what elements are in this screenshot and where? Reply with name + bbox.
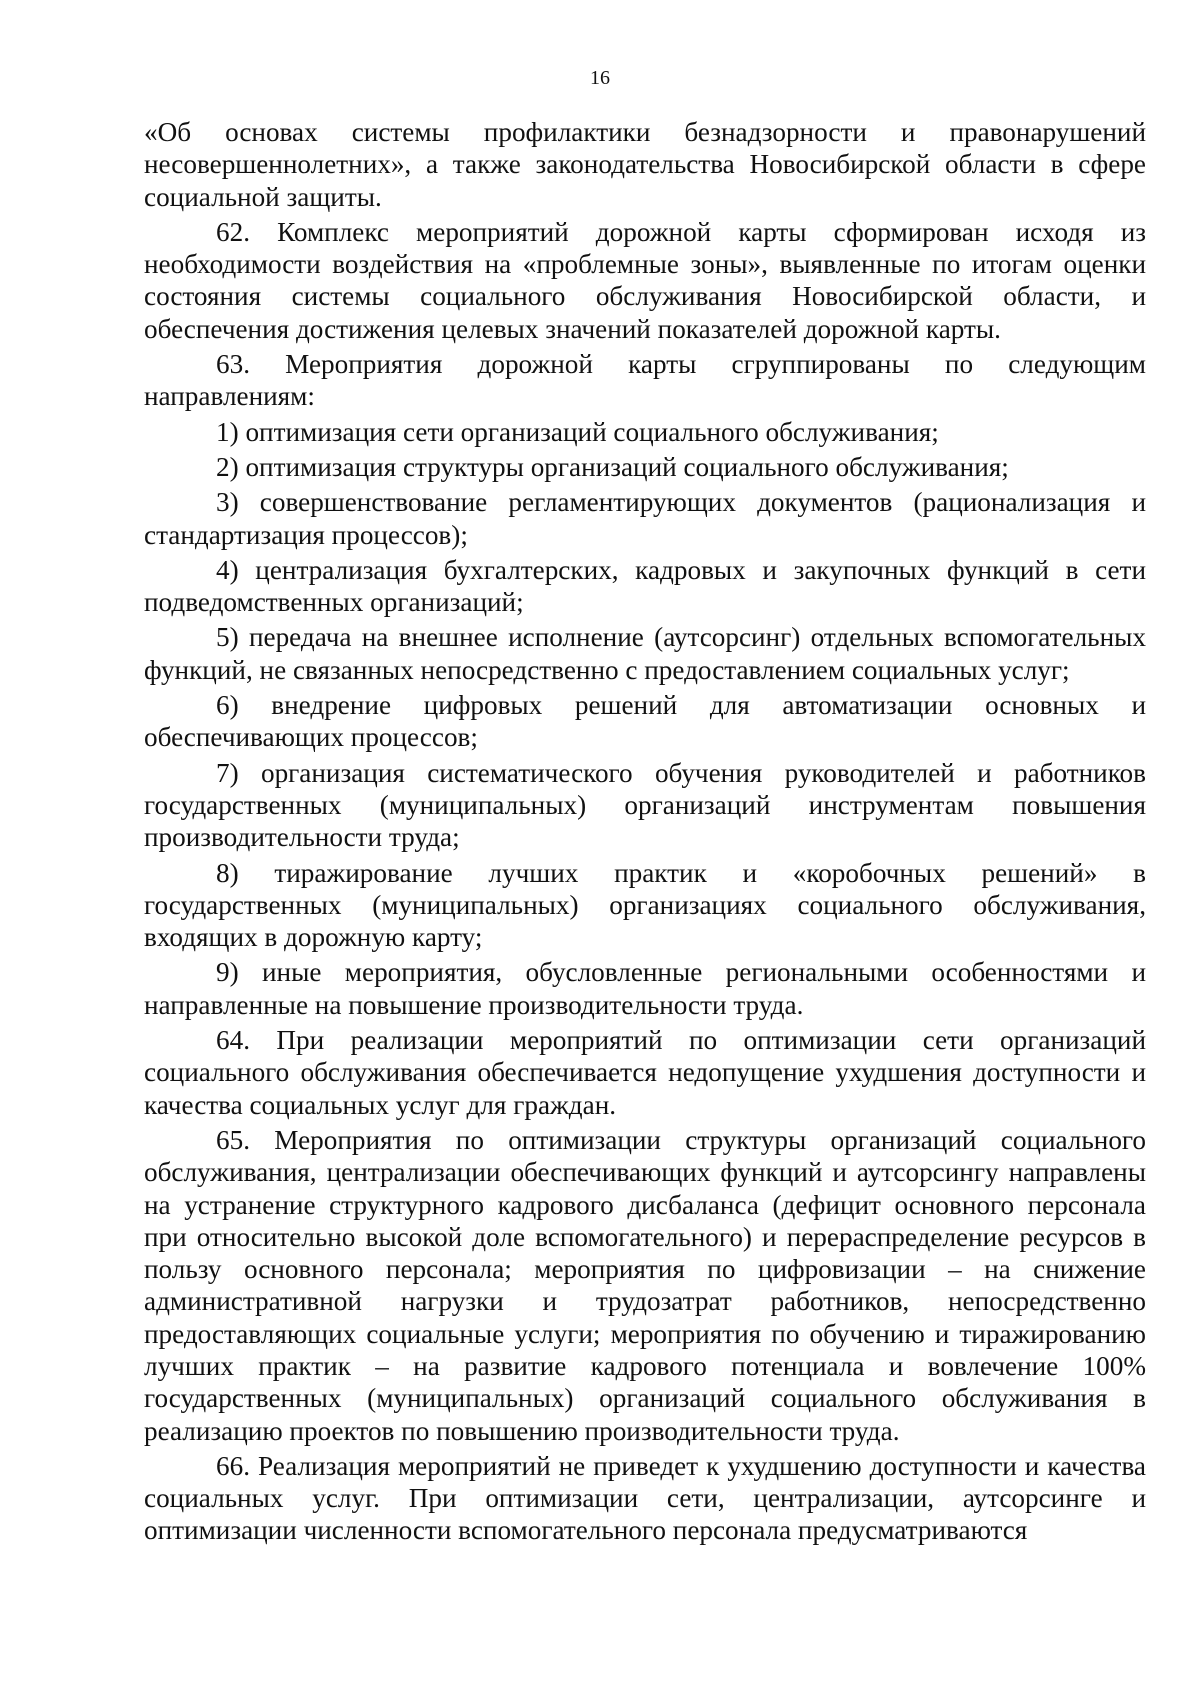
paragraph-63: 63. Мероприятия дорожной карты сгруппированы по следующим направлениям: [144, 349, 1146, 412]
list-item-8: 8) тиражирование лучших практик и «коробочных решений» в государственных (муниципальных) организациях социального обслуживания, входящих в дорожную карту; [144, 857, 1146, 953]
list-item-5: 5) передача на внешнее исполнение (аутсорсинг) отдельных вспомогательных функций, не связанных непосредственно с предоставлением социальных услуг; [144, 622, 1146, 685]
paragraph-continuation: «Об основах системы профилактики безнадзорности и правонарушений несовершеннолетних», а также законодательства Новосибирской области в сфере социальной защиты. [144, 117, 1146, 212]
paragraph-62: 62. Комплекс мероприятий дорожной карты сформирован исходя из необходимости воздействия на «проблемные зоны», выявленные по итогам оценки состояния системы социального обслуживания Новосибирской области, и обеспечения достижения целевых значений показателей дорожной карты. [144, 216, 1146, 344]
list-item-6: 6) внедрение цифровых решений для автоматизации основных и обеспечивающих процессов; [144, 690, 1146, 753]
document-body [144, 116, 1146, 1550]
list-item-1: 1) оптимизация сети организаций социального обслуживания; [216, 416, 939, 447]
list-item-2: 2) оптимизация структуры организаций социального обслуживания; [216, 451, 1009, 482]
list-item-7: 7) организация систематического обучения руководителей и работников государственных (муниципальных) организаций инструментам повышения производительности труда; [144, 757, 1146, 853]
list-item-9: 9) иные мероприятия, обусловленные региональными особенностями и направленные на повышение производительности труда. [144, 957, 1146, 1020]
paragraph-66: 66. Реализация мероприятий не приведет к ухудшению доступности и качества социальных услуг. При оптимизации сети, централизации, аутсорсинге и оптимизации численности вспомогательного персонала предусматриваются [144, 1450, 1146, 1546]
paragraph-64: 64. При реализации мероприятий по оптимизации сети организаций социального обслуживания обеспечивается недопущение ухудшения доступности и качества социальных услуг для граждан. [144, 1025, 1146, 1120]
page-number: 16 [590, 67, 610, 89]
paragraph-65: 65. Мероприятия по оптимизации структуры организаций социального обслуживания, централизации обеспечивающих функций и аутсорсингу направлены на устранение структурного кадрового дисбаланса (дефицит основного персонала при относительно высокой доле вспомогательного) и перераспределение ресурсов в пользу основного персонала; мероприятия по цифровизации – на снижение административной нагрузки и трудозатрат работников, непосредственно предоставляющих социальные услуги; мероприятия по обучению и тиражированию лучших практик – на развитие кадрового потенциала и вовлечение 100% государственных (муниципальных) организаций социального обслуживания в реализацию проектов по повышению производительности труда. [144, 1124, 1146, 1446]
list-item-4: 4) централизация бухгалтерских, кадровых и закупочных функций в сети подведомственных организаций; [144, 554, 1146, 618]
list-item-3: 3) совершенствование регламентирующих документов (рационализация и стандартизация процессов); [144, 487, 1146, 550]
